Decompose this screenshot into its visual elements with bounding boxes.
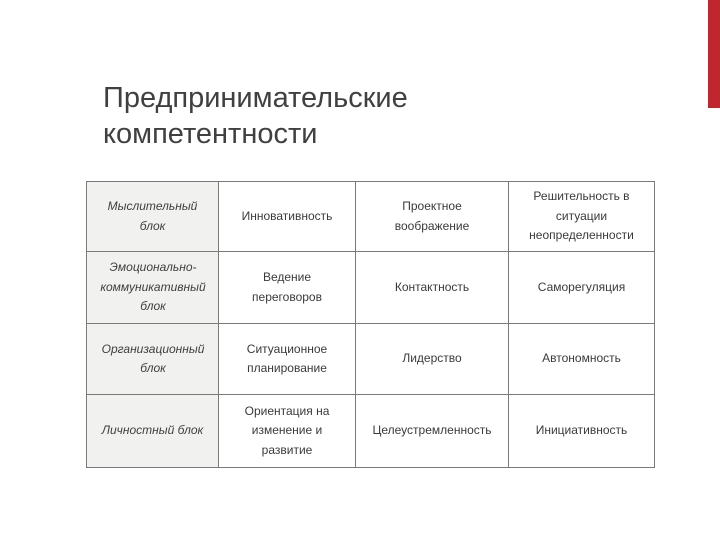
block-label: Организационный блок (87, 324, 219, 395)
competency-cell: Проектное воображение (356, 182, 509, 252)
table-row (87, 252, 655, 324)
competency-cell: Ситуационное планирование (219, 324, 356, 395)
competency-cell: Ориентация на изменение и развитие (219, 395, 356, 468)
title-line-2: компетентности (103, 118, 318, 150)
competency-cell: Контактность (356, 252, 509, 324)
table-row (87, 395, 655, 468)
accent-bar (708, 0, 720, 108)
competency-cell: Инновативность (219, 182, 356, 252)
competency-cell: Автономность (509, 324, 655, 395)
block-label: Мыслительный блок (87, 182, 219, 252)
competency-cell: Инициативность (509, 395, 655, 468)
block-label: Эмоционально-коммуникативный блок (87, 252, 219, 324)
competency-cell: Решительность в ситуации неопределенности (509, 182, 655, 252)
block-label: Личностный блок (87, 395, 219, 468)
competencies-table (86, 181, 655, 468)
competency-cell: Целеустремленность (356, 395, 509, 468)
table-row (87, 182, 655, 252)
competency-cell: Саморегуляция (509, 252, 655, 324)
competency-cell: Ведение переговоров (219, 252, 356, 324)
competency-cell: Лидерство (356, 324, 509, 395)
slide-title (103, 80, 603, 152)
title-line-1: Предпринимательские (103, 82, 408, 114)
table-row (87, 324, 655, 395)
